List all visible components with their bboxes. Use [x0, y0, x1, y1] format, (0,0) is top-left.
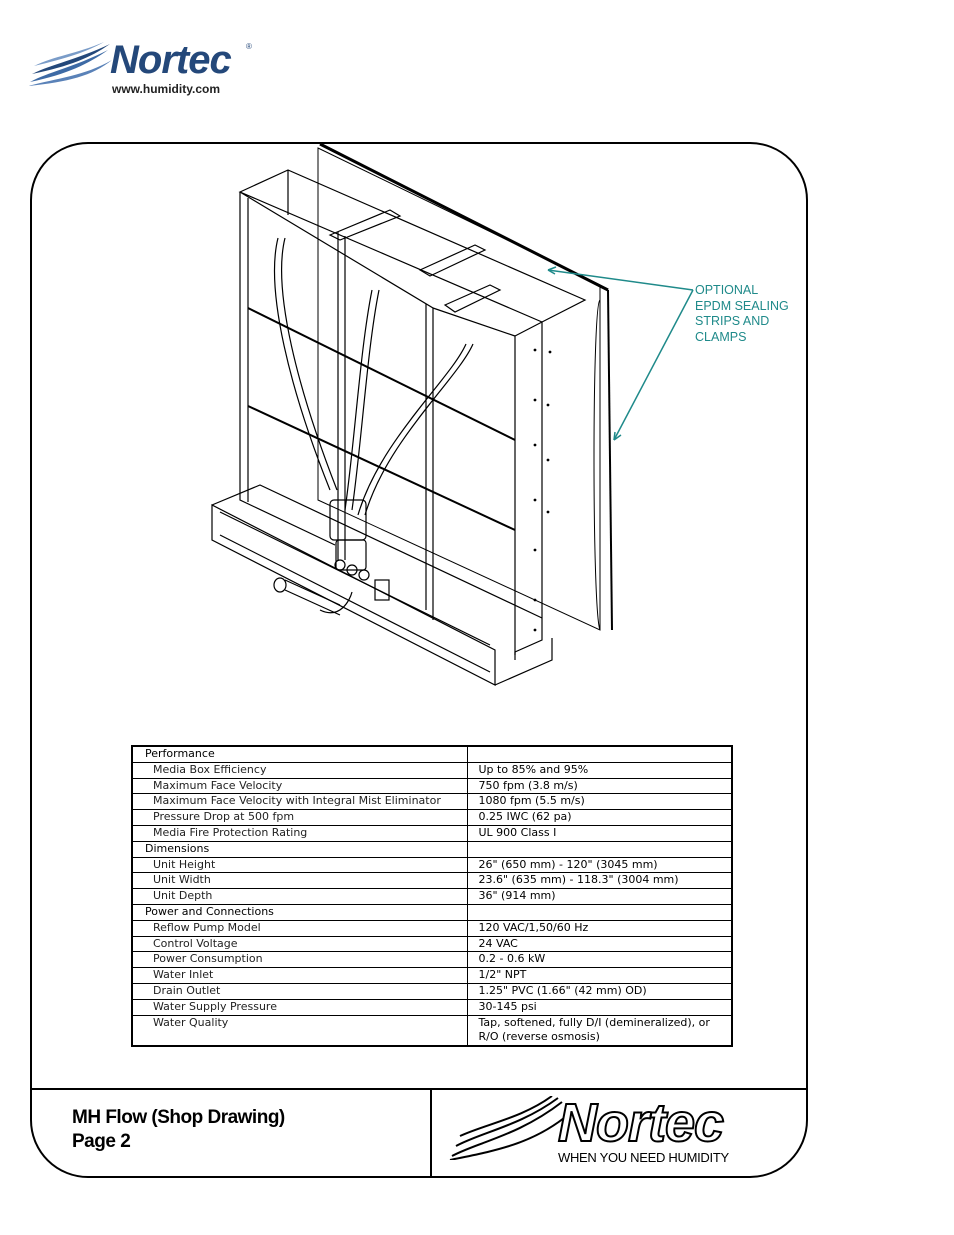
header-url: www.humidity.com: [112, 82, 221, 96]
spec-label: Water Inlet: [132, 968, 467, 984]
spec-label: Power and Connections: [132, 904, 467, 920]
spec-value: 120 VAC/1,50/60 Hz: [467, 920, 732, 936]
spec-value: 0.2 - 0.6 kW: [467, 952, 732, 968]
spec-label: Control Voltage: [132, 936, 467, 952]
callout-line: EPDM SEALING: [695, 298, 789, 313]
callout-line: STRIPS AND: [695, 314, 770, 328]
spec-value: [467, 746, 732, 762]
header-logo-wordmark: Nortec: [110, 38, 231, 82]
spec-label: Pressure Drop at 500 fpm: [132, 810, 467, 826]
spec-value: 36" (914 mm): [467, 889, 732, 905]
table-row: [132, 810, 732, 826]
table-section-row: [132, 746, 732, 762]
spec-label: Power Consumption: [132, 952, 467, 968]
spec-label: Dimensions: [132, 841, 467, 857]
spec-label: Reflow Pump Model: [132, 920, 467, 936]
spec-label: Unit Depth: [132, 889, 467, 905]
table-row: [132, 762, 732, 778]
callout-optional-sealing-strips: [695, 283, 789, 345]
registered-mark: ®: [246, 42, 252, 51]
spec-value: 750 fpm (3.8 m/s): [467, 778, 732, 794]
specifications-table-body: [132, 746, 732, 1046]
spec-value: UL 900 Class I: [467, 825, 732, 841]
spec-value: 23.6" (635 mm) - 118.3" (3004 mm): [467, 873, 732, 889]
spec-value: 1080 fpm (5.5 m/s): [467, 794, 732, 810]
spec-label: Maximum Face Velocity with Integral Mist Eliminator: [132, 794, 467, 810]
footer-tagline: WHEN YOU NEED HUMIDITY: [558, 1150, 729, 1165]
callout-line: CLAMPS: [695, 329, 747, 344]
table-row: [132, 1015, 732, 1046]
wave-logo-icon: [28, 42, 112, 86]
table-row: [132, 778, 732, 794]
document-title: MH Flow (Shop Drawing): [72, 1107, 285, 1128]
footer-title-block: [72, 1106, 285, 1154]
callout-line: OPTIONAL: [695, 283, 759, 297]
footer-nortec-logo: [448, 1092, 748, 1172]
table-row: [132, 825, 732, 841]
table-row: [132, 857, 732, 873]
spec-value: Tap, softened, fully D/I (demineralized), or R/O (reverse osmosis): [467, 1015, 732, 1046]
spec-value: [467, 841, 732, 857]
spec-label: Water Quality: [132, 1015, 467, 1046]
spec-value: Up to 85% and 95%: [467, 762, 732, 778]
table-row: [132, 794, 732, 810]
spec-value: 0.25 IWC (62 pa): [467, 810, 732, 826]
table-row: [132, 889, 732, 905]
table-section-row: [132, 904, 732, 920]
spec-label: Media Fire Protection Rating: [132, 825, 467, 841]
spec-value: 26" (650 mm) - 120" (3045 mm): [467, 857, 732, 873]
spec-value: 1.25" PVC (1.66" (42 mm) OD): [467, 983, 732, 999]
header-nortec-logo: [28, 36, 258, 102]
spec-value: 24 VAC: [467, 936, 732, 952]
table-section-row: [132, 841, 732, 857]
spec-label: Unit Height: [132, 857, 467, 873]
table-row: [132, 983, 732, 999]
table-row: [132, 952, 732, 968]
frame-divider-vertical: [430, 1089, 432, 1177]
spec-value: 30-145 psi: [467, 999, 732, 1015]
table-row: [132, 873, 732, 889]
table-row: [132, 920, 732, 936]
spec-label: Maximum Face Velocity: [132, 778, 467, 794]
spec-label: Performance: [132, 746, 467, 762]
spec-value: [467, 904, 732, 920]
spec-label: Drain Outlet: [132, 983, 467, 999]
table-row: [132, 936, 732, 952]
footer-wave-logo-icon: [448, 1096, 566, 1160]
page-number: Page 2: [72, 1131, 131, 1152]
table-row: [132, 999, 732, 1015]
spec-value: 1/2" NPT: [467, 968, 732, 984]
unit-isometric-drawing: [190, 140, 790, 710]
footer-logo-wordmark: Nortec: [558, 1093, 724, 1153]
specifications-table: [131, 745, 733, 1047]
spec-label: Water Supply Pressure: [132, 999, 467, 1015]
spec-label: Unit Width: [132, 873, 467, 889]
table-row: [132, 968, 732, 984]
spec-label: Media Box Efficiency: [132, 762, 467, 778]
